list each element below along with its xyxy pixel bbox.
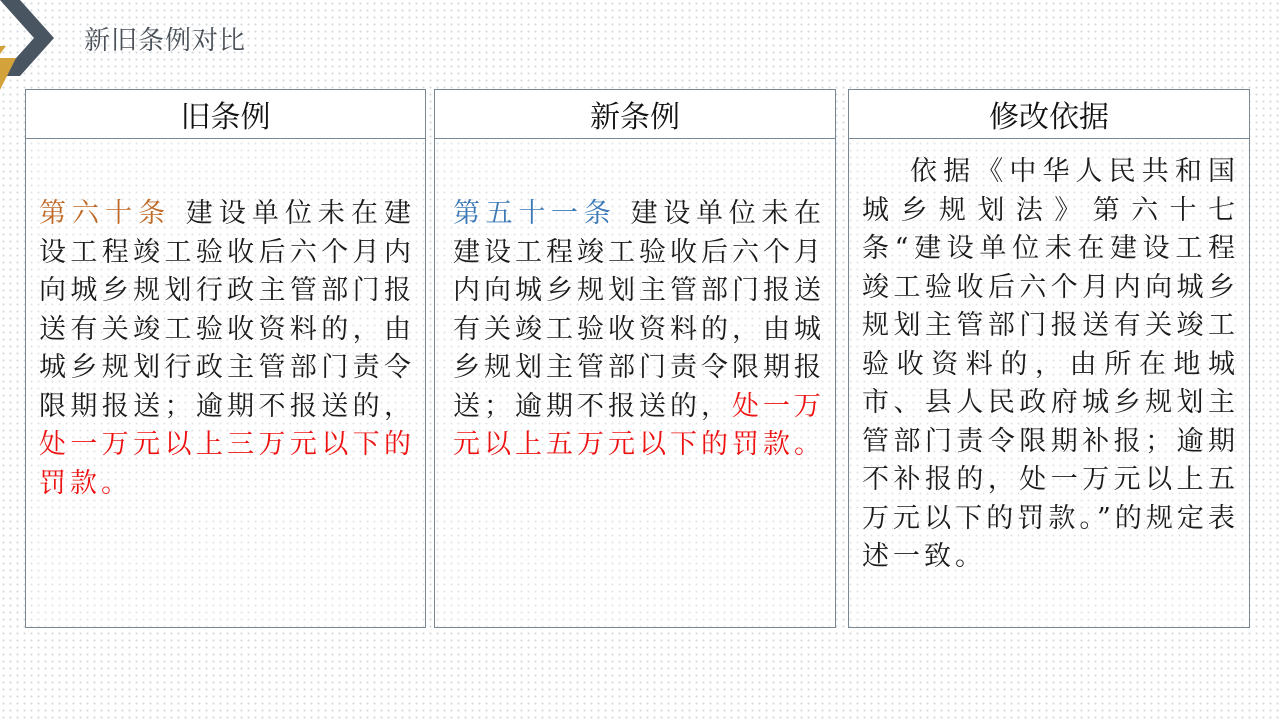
new-penalty-text: 处一万元以上五万元以下的罚款。 bbox=[453, 390, 825, 460]
page-title: 新旧条例对比 bbox=[84, 26, 247, 56]
new-regulation-body bbox=[435, 139, 835, 465]
new-article-number: 第五十一条 bbox=[453, 198, 617, 229]
old-regulation-header: 旧条例 bbox=[26, 90, 425, 139]
new-article-text: 建设单位未在建设工程竣工验收后六个月内向城乡规划主管部门报送有关竣工验收资料的，由城乡规划主管部门责令限期报送；逾期不报送的， bbox=[453, 198, 825, 422]
old-article-text: 建设单位未在建设工程竣工验收后六个月内向城乡规划行政主管部门报送有关竣工验收资料的，由城乡规划行政主管部门责令限期报送；逾期不报送的， bbox=[39, 198, 415, 422]
basis-body: 依据《中华人民共和国城乡规划法》第六十七条“建设单位未在建设工程竣工验收后六个月内向城乡规划主管部门报送有关竣工验收资料的，由所在地城市、县人民政府城乡规划主管部门责令限期补报；逾期不补报的，处一万元以上五万元以下的罚款。”的规定表述一致。 bbox=[862, 156, 1239, 572]
old-penalty-text: 处一万元以上三万元以下的罚款。 bbox=[39, 429, 415, 499]
old-article-number: 第六十条 bbox=[39, 198, 172, 229]
chevron-arrow-icon bbox=[0, 0, 60, 96]
basis-column bbox=[848, 89, 1250, 628]
old-regulation-column bbox=[25, 89, 426, 628]
old-regulation-body bbox=[26, 139, 425, 503]
new-regulation-column bbox=[434, 89, 836, 628]
basis-header: 修改依据 bbox=[849, 90, 1249, 139]
new-regulation-header: 新条例 bbox=[435, 90, 835, 139]
